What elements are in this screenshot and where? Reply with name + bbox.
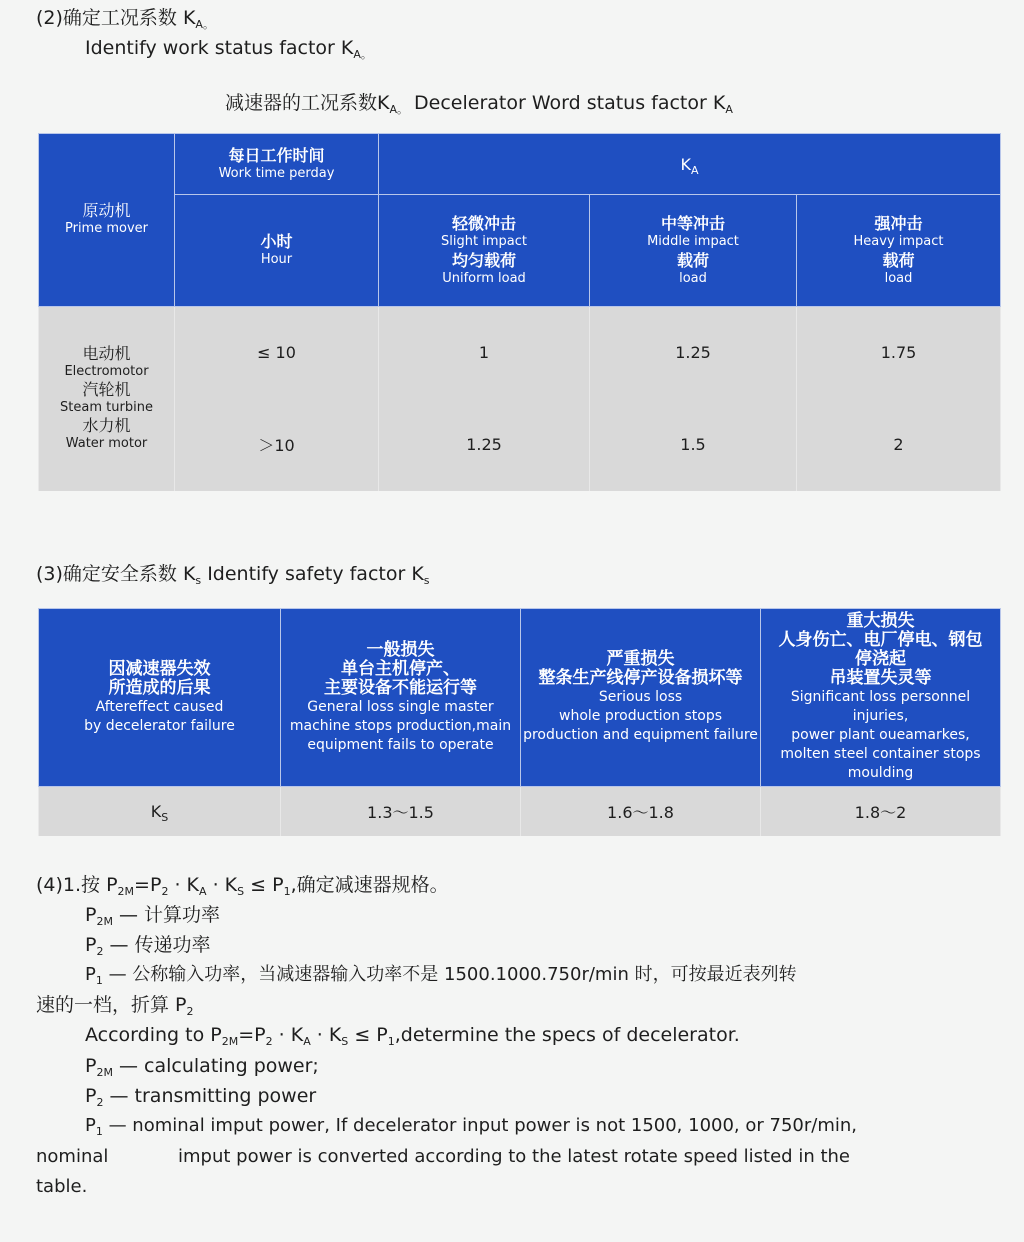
ks-header-consequence: 因减速器失效 所造成的后果 Aftereffect caused by decelerator failure	[39, 609, 281, 787]
hours-cell: ＞10	[175, 399, 379, 491]
ka-value-cell: 1.75	[797, 307, 1001, 399]
prime-mover-header: 原动机 Prime mover	[39, 134, 175, 307]
def-p1-en-cont: nominal	[36, 1146, 109, 1167]
def-p2-cn: $P_2$ — 传递功率	[85, 934, 211, 958]
section3-title: (3)确定安全系数 $K_s$ Identify safety factor $K_s$	[36, 563, 430, 587]
section2-title: (2)确定工况系数 $K_{A。}$	[36, 7, 214, 31]
def-p2-en: $P_2$ — transmitting power	[85, 1085, 317, 1109]
def-p2m-en: $P_{2M}$ — calculating power;	[85, 1055, 319, 1079]
impact-header-heavy: 强冲击 Heavy impact 载荷 load	[797, 195, 1001, 307]
work-time-header: 每日工作时间 Work time perday	[175, 134, 379, 195]
ks-header-general-loss: 一般损失 单台主机停产、 主要设备不能运行等 General loss single master machine stops production,main equipment fails to operate	[281, 609, 521, 787]
prime-mover-list: 电动机 Electromotor 汽轮机 Steam turbine 水力机 Water motor	[39, 307, 175, 491]
section2-title-en: Identify work status factor $K_{A。}$	[85, 37, 372, 61]
ks-header-serious-loss: 严重损失 整条生产线停产设备损坏等 Serious loss whole production stops production and equipment failure	[521, 609, 761, 787]
hour-header: 小时 Hour	[175, 195, 379, 307]
section4-formula-en: According to $P_{2M}=P_2 \cdot K_A \cdot K_S$ ≤ $P_1,determine$ the specs of decelerator.	[85, 1024, 740, 1048]
ka-header: $K_A$	[379, 134, 1001, 195]
def-p1-cn: $P_1$ — 公称输入功率，当减速器输入功率不是 1500.1000.750r/min 时，可按最近表列转	[85, 964, 797, 987]
ks-value-cell: 1.8～2	[761, 787, 1001, 836]
ks-value-cell: 1.3～1.5	[281, 787, 521, 836]
def-p1-cn-cont: 速的一档，折算 $P_2$	[36, 994, 194, 1018]
ks-row-label: $K_S$	[39, 787, 281, 836]
impact-header-middle: 中等冲击 Middle impact 载荷 load	[590, 195, 797, 307]
ka-table	[38, 133, 1001, 491]
ks-header-significant-loss: 重大损失 人身伤亡、电厂停电、钢包 停浇起 吊装置失灵等 Significant loss personnel injuries, power plant oueamarkes, molten steel container stops moulding	[761, 609, 1001, 787]
ka-value-cell: 1.5	[590, 399, 797, 491]
ks-table	[38, 608, 1001, 836]
ks-value-cell: 1.6～1.8	[521, 787, 761, 836]
ka-value-cell: 1.25	[379, 399, 590, 491]
impact-header-slight: 轻微冲击 Slight impact 均匀载荷 Uniform load	[379, 195, 590, 307]
ka-value-cell: 2	[797, 399, 1001, 491]
ka-value-cell: 1	[379, 307, 590, 399]
ka-table-caption: 减速器的工况系数$K_{A。}$ Decelerator Word status factor $K_A$	[225, 92, 733, 116]
def-p1-en-cont2: imput power is converted according to the latest rotate speed listed in the	[178, 1146, 850, 1167]
ka-value-cell: 1.25	[590, 307, 797, 399]
hours-cell: ≤ 10	[175, 307, 379, 399]
section4-formula-cn: (4)1.按 $P_{2M}=P_2 \cdot K_A \cdot K_S \le P_1$,确定减速器规格。	[36, 874, 449, 898]
def-p2m-cn: $P_{2M}$ — 计算功率	[85, 904, 221, 928]
def-p1-en: $P_1$ — nominal imput power, If decelerator input power is not 1500, 1000, or 750r/min,	[85, 1115, 857, 1138]
def-p1-en-cont3: table.	[36, 1176, 88, 1197]
